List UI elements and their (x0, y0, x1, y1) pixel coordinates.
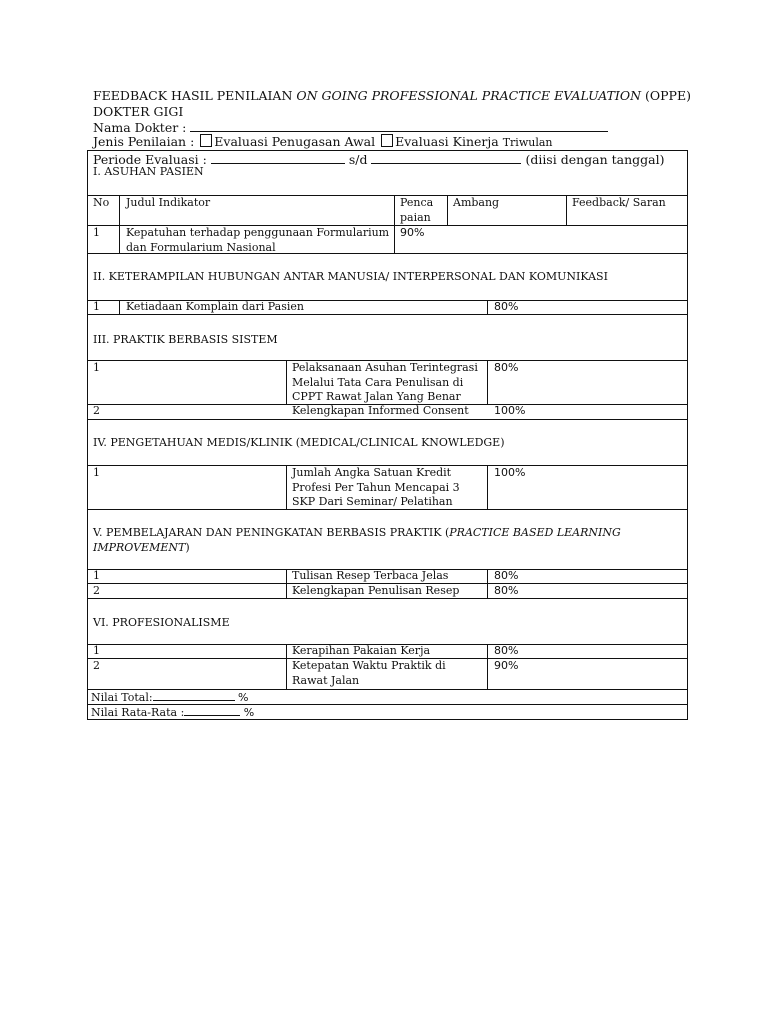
row-number: 1 (93, 361, 100, 374)
document-title: FEEDBACK HASIL PENILAIAN ON GOING PROFESSIONAL PRACTICE EVALUATION (OPPE) (93, 88, 691, 103)
section-title-continued: IMPROVEMENT) (93, 541, 190, 554)
column-header-no: No (93, 196, 110, 209)
period-end-field[interactable] (371, 151, 521, 164)
target-value: 80% (494, 644, 519, 657)
doctor-name-field[interactable] (190, 119, 608, 132)
target-value: 80% (494, 584, 519, 597)
indicator-title: Kepatuhan terhadap penggunaan Formularium dan Formularium Nasional (126, 226, 390, 254)
column-header-achievement: Penca paian (400, 196, 434, 224)
indicator-title: Kelengkapan Informed Consent (292, 404, 469, 417)
document-subtitle: DOKTER GIGI (93, 104, 184, 119)
evaluation-period-row: Periode Evaluasi : s/d (diisi dengan tanggal) (93, 152, 665, 167)
target-value: 100% (494, 404, 526, 417)
row-number: 2 (93, 404, 100, 417)
evaluation-table (87, 150, 688, 720)
section-title: V. PEMBELAJARAN DAN PENINGKATAN BERBASIS PRAKTIK (PRACTICE BASED LEARNING (93, 526, 621, 539)
row-number: 1 (93, 300, 100, 313)
indicator-title: Tulisan Resep Terbaca Jelas (292, 569, 449, 582)
section-title: III. PRAKTIK BERBASIS SISTEM (93, 333, 278, 346)
period-start-field[interactable] (211, 151, 345, 164)
target-value: 80% (494, 569, 519, 582)
average-score-row: Nilai Rata-Rata : % (91, 706, 255, 719)
target-value: 90% (400, 226, 425, 239)
total-score-field[interactable] (153, 689, 235, 701)
row-number: 1 (93, 226, 100, 239)
indicator-title: Kerapihan Pakaian Kerja (292, 644, 431, 657)
column-header-indicator: Judul Indikator (126, 196, 211, 209)
indicator-title: Ketiadaan Komplain dari Pasien (126, 300, 304, 313)
average-score-field[interactable] (184, 704, 240, 716)
column-header-threshold: Ambang (453, 196, 500, 209)
row-number: 2 (93, 584, 100, 597)
assessment-type-row: Jenis Penilaian : Evaluasi Penugasan Awal Evaluasi Kinerja Triwulan (93, 134, 553, 149)
total-score-row: Nilai Total: % (91, 691, 249, 704)
target-value: 100% (494, 466, 526, 479)
section-title: VI. PROFESIONALISME (93, 616, 230, 629)
row-number: 1 (93, 569, 100, 582)
indicator-title: Pelaksanaan Asuhan Terintegrasi Melalui Tata Cara Penulisan di CPPT Rawat Jalan Yang Benar (292, 361, 478, 403)
doctor-name-row: Nama Dokter : (93, 119, 608, 136)
target-value: 80% (494, 300, 519, 313)
column-header-feedback: Feedback/ Saran (572, 196, 666, 209)
row-number: 1 (93, 644, 100, 657)
target-value: 90% (494, 659, 519, 672)
indicator-title: Ketepatan Waktu Praktik di Rawat Jalan (292, 659, 446, 687)
target-value: 80% (494, 361, 519, 374)
indicator-title: Jumlah Angka Satuan Kredit Profesi Per Tahun Mencapai 3 SKP Dari Seminar/ Pelatihan (292, 466, 460, 508)
section-title: I. ASUHAN PASIEN (93, 165, 204, 178)
section-title: IV. PENGETAHUAN MEDIS/KLINIK (MEDICAL/CLINICAL KNOWLEDGE) (93, 436, 505, 449)
performance-evaluation-checkbox[interactable] (381, 134, 393, 147)
initial-assignment-checkbox[interactable] (200, 134, 212, 147)
section-title: II. KETERAMPILAN HUBUNGAN ANTAR MANUSIA/ INTERPERSONAL DAN KOMUNIKASI (93, 270, 608, 283)
row-number: 1 (93, 466, 100, 479)
row-number: 2 (93, 659, 100, 672)
indicator-title: Kelengkapan Penulisan Resep (292, 584, 460, 597)
